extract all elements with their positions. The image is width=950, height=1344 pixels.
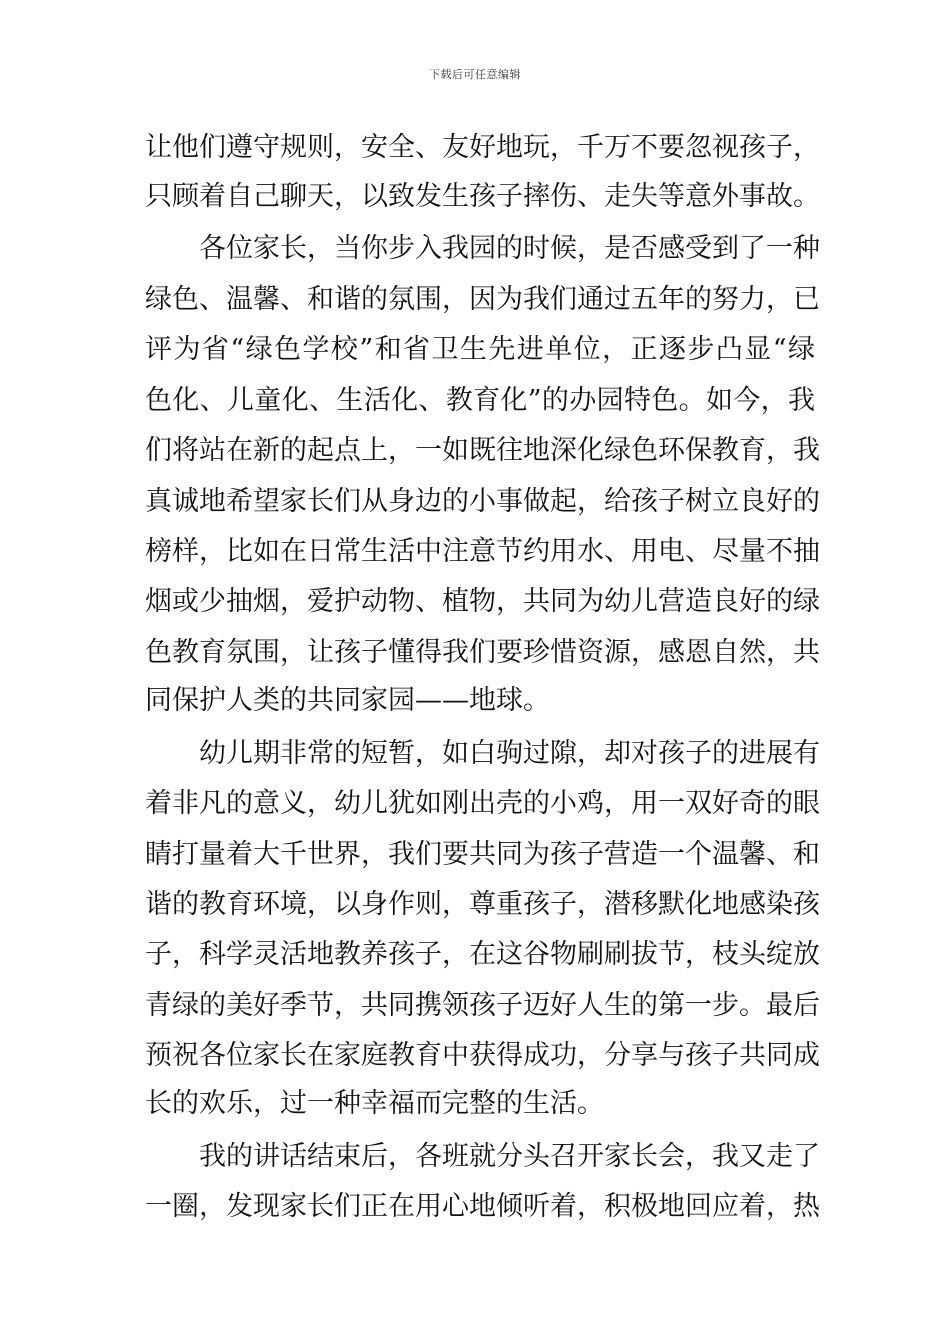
text-line: 我的讲话结束后，各班就分头召开家长会，我又走了 (145, 1141, 820, 1172)
text-line: 各位家长，当你步入我园的时候，是否感受到了一种 (145, 233, 820, 264)
text-line: 评为省“绿色学校”和省卫生先进单位，正逐步凸显“绿 (145, 334, 815, 365)
text-line: 睛打量着大千世界，我们要共同为孩子营造一个温馨、和 (145, 839, 820, 870)
text-line: 着非凡的意义，幼儿犹如刚出壳的小鸡，用一双好奇的眼 (145, 788, 820, 819)
text-line: 只顾着自己聊天，以致发生孩子摔伤、走失等意外事故。 (145, 181, 820, 212)
text-line: 一圈，发现家长们正在用心地倾听着，积极地回应着，热 (145, 1191, 820, 1222)
text-line: 青绿的美好季节，共同携领孩子迈好人生的第一步。最后 (145, 990, 820, 1021)
text-line: 榜样，比如在日常生活中注意节约用水、用电、尽量不抽 (145, 536, 820, 567)
text-line: 让他们遵守规则，安全、友好地玩，千万不要忽视孩子， (145, 132, 820, 163)
text-line: 绿色、温馨、和谐的氛围，因为我们通过五年的努力，已 (145, 284, 820, 315)
text-line: 长的欢乐，过一种幸福而完整的生活。 (145, 1088, 604, 1119)
text-line: 烟或少抽烟，爱护动物、植物，共同为幼儿营造良好的绿 (145, 586, 820, 617)
text-line: 谐的教育环境，以身作则，尊重孩子，潜移默化地感染孩 (145, 889, 820, 920)
text-line: 幼儿期非常的短暂，如白驹过隙，却对孩子的进展有 (145, 738, 820, 769)
text-line: 们将站在新的起点上，一如既往地深化绿色环保教育，我 (145, 435, 820, 466)
text-line: 真诚地希望家长们从身边的小事做起，给孩子树立良好的 (145, 486, 820, 517)
text-line: 色教育氛围，让孩子懂得我们要珍惜资源，感恩自然，共 (145, 637, 820, 668)
text-line: 子，科学灵活地教养孩子，在这谷物刷刷拔节，枝头绽放 (145, 939, 820, 970)
page-header: 下载后可任意编辑 (429, 68, 521, 81)
text-line: 色化、儿童化、生活化、教育化”的办园特色。如今，我 (145, 385, 815, 416)
text-line: 预祝各位家长在家庭教育中获得成功，分享与孩子共同成 (145, 1040, 820, 1071)
text-line: 同保护人类的共同家园——地球。 (145, 685, 550, 716)
